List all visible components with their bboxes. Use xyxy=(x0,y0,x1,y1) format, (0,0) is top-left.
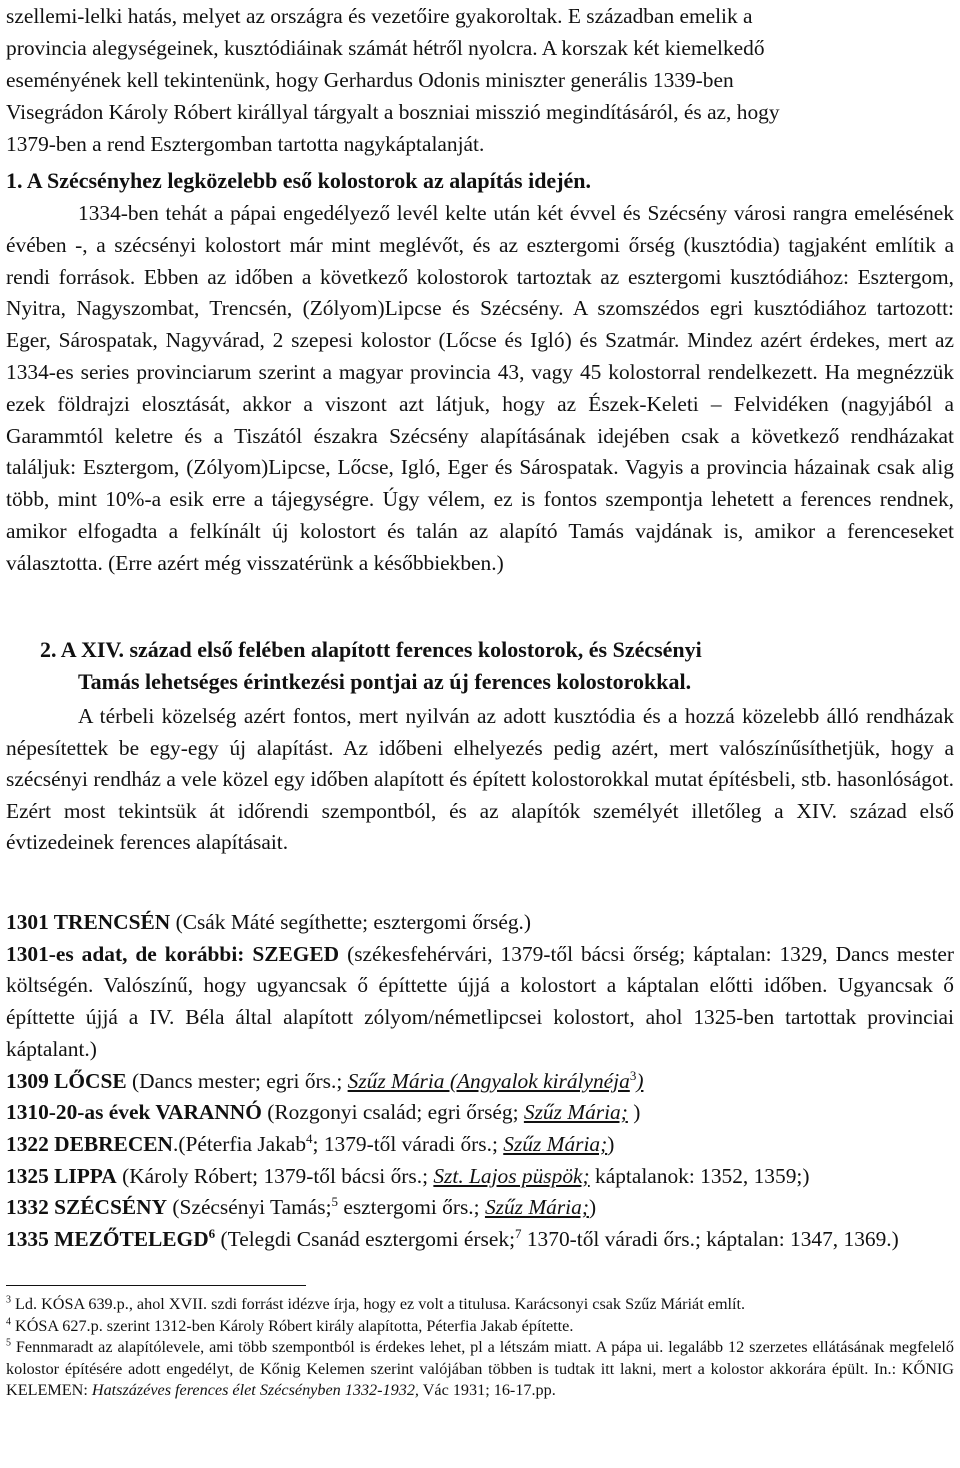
list-item-trencsen: 1301 TRENCSÉN (Csák Máté segíthette; esztergomi őrség.) xyxy=(6,910,532,934)
intro-line: eseményének kell tekintenünk, hogy Gerhardus Odonis miniszter generális 1339-ben xyxy=(6,68,734,92)
section-2-heading-line1: 2. A XIV. század első felében alapított ferences kolostorok, és Szécsényi xyxy=(40,637,702,662)
list-item-locse: 1309 LŐCSE (Dancs mester; egri őrs.; Szűz Mária (Angyalok királynéja$^3$) xyxy=(6,1067,644,1093)
list-item-debrecen: 1322 DEBRECEN.(Péterfia Jakab$^4$; 1379-től váradi őrs.; Szűz Mária;) xyxy=(6,1130,615,1156)
section-1-heading: 1. A Szécsényhez legközelebb eső kolostorok az alapítás idején. xyxy=(6,168,592,193)
intro-line: szellemi-lelki hatás, melyet az országra és vezetőire gyakoroltak. E században emelik a xyxy=(6,4,753,28)
list-item-mezotelegd: 1335 MEZŐTELEGD$^6$ (Telegdi Csanád esztergomi érsek;$^7$ 1370-től váradi őrs.; káptalan: 1347, 1369.) xyxy=(6,1225,899,1252)
footnote-divider xyxy=(6,1285,306,1286)
list-item-lippa: 1325 LIPPA (Károly Róbert; 1379-től bácsi őrs.; Szt. Lajos püspök; káptalanok: 1352, 1359;) xyxy=(6,1163,810,1188)
footnote-4: $^4$ KÓSA 627.p. szerint 1312-ben Károly Róbert király alapította, Péterfia Jakab építette. xyxy=(6,1316,574,1335)
section-2-heading xyxy=(40,634,940,698)
footnote-3: $^3$ Ld. KÓSA 639.p., ahol XVII. szdi forrást idézve írja, hogy ez volt a titulusa. Karácsonyi csak Szűz Máriát említ. xyxy=(6,1294,746,1313)
footnote-5: $^5$ Fennmaradt az alapítólevele, ami több szempontból is érdekes lehet, pl a létszám miatt. A pápa ui. legalább 12 szerzetes ellátásának megfelelő kolostor építésére adott engedélyt, de Kőnig Kelemen szerint valójában többen is tudtak itt lakni, mert a kolostor akkorára épült. In.: KŐNIG KELEMEN: Hatszázéves ferences élet Szécsényben 1332-1932, Vác 1931; 16-17.pp. xyxy=(6,1337,954,1399)
intro-line: 1379-ben a rend Esztergomban tartotta nagykáptalanját. xyxy=(6,132,485,156)
section-2-heading-line2: Tamás lehetséges érintkezési pontjai az új ferences kolostorokkal. xyxy=(78,669,692,694)
intro-paragraph xyxy=(6,0,954,160)
list-item-szeged: 1301-es adat, de korábbi: SZEGED (székesfehérvári, 1379-től bácsi őrség; káptalan: 1329, Dancs mester költségén. Valószínű, hogy ugyancsak ő építtette újjá a kolostort a káptalan előtti időben. Ugyancsak ő építtette újjá a IV. Béla által alapított zólyom/németlipcsei kolostort, ahol 1325-ben tartottak provinciai káptalant.) xyxy=(6,941,955,1061)
foundation-list xyxy=(6,907,954,1256)
intro-line: provincia alegységeinek, kusztódiáinak számát hétről nyolcra. A korszak két kiemelkedő xyxy=(6,36,765,60)
intro-line: Visegrádon Károly Róbert királlyal tárgyalt a boszniai misszió megindításáról, és az, hogy xyxy=(6,100,780,124)
list-item-varanno: 1310-20-as évek VARANNÓ (Rozgonyi család; egri őrség; Szűz Mária; ) xyxy=(6,1100,641,1125)
footnotes xyxy=(6,1294,954,1402)
list-item-szecseny: 1332 SZÉCSÉNY (Szécsényi Tamás;$^5$ esztergomi őrs.; Szűz Mária;) xyxy=(6,1194,597,1220)
section-1-body: 1334-ben tehát a pápai engedélyező levél kelte után két évvel és Szécsény városi rangra emelésének évében -, a szécsényi kolostort már mint meglévőt, és az esztergomi őrség (kusztódia) tagjaként említik a rendi források. Ebben az időben a következő kolostorok tartoztak az esztergomi kusztódiához: Esztergom, Nyitra, Nagyszombat, Trencsén, (Zólyom)Lipcse és Szécsény. A szomszédos egri kusztódiához tartozott: Eger, Sárospatak, Nagyvárad, 2 szepesi kolostor (Lőcse és Igló) és Szatmár. Mindez azért érdekes, mert az 1334-es series provinciarum szerint a magyar provincia 43, vagy 45 kolostorral rendelkezett. Ha megnézzük ezek földrajzi elosztását, akkor a viszont azt látjuk, hogy az Észek-Keleti – Felvidéken (nagyjából a Garammtól keletre és a Tiszától északra Szécsény alapításának idejében csak a következő rendházakat találjuk: Esztergom, (Zólyom)Lipcse, Lőcse, Igló, Eger és Sárospatak. Vagyis a provincia házainak csak alig több, mint 10%-a esik erre a tájegységre. Úgy vélem, ez is fontos szempontja lehetett a ferences rendnek, amikor elfogadta a felkínált új kolostort és talán az alapító Tamás vajdának is, amikor a ferenceseket választotta. (Erre azért még visszatérünk a későbbiekben.) xyxy=(6,201,954,575)
section-2-body: A térbeli közelség azért fontos, mert nyilván az adott kusztódia és a hozzá közelebb álló rendházak népesítettek be egy-egy új alapítást. Az időbeni elhelyezés pedig azért, mert valószínűsíthetjük, hogy a szécsényi rendház a vele közel egy időben alapított és épített kolostorokkal mutat építésbeli, stb. hasonlóságot. Ezért most tekintsük át időrendi szempontból, és az alapítók személyét illetőleg a XIV. század első évtizedeinek ferences alapításait. xyxy=(6,704,954,855)
